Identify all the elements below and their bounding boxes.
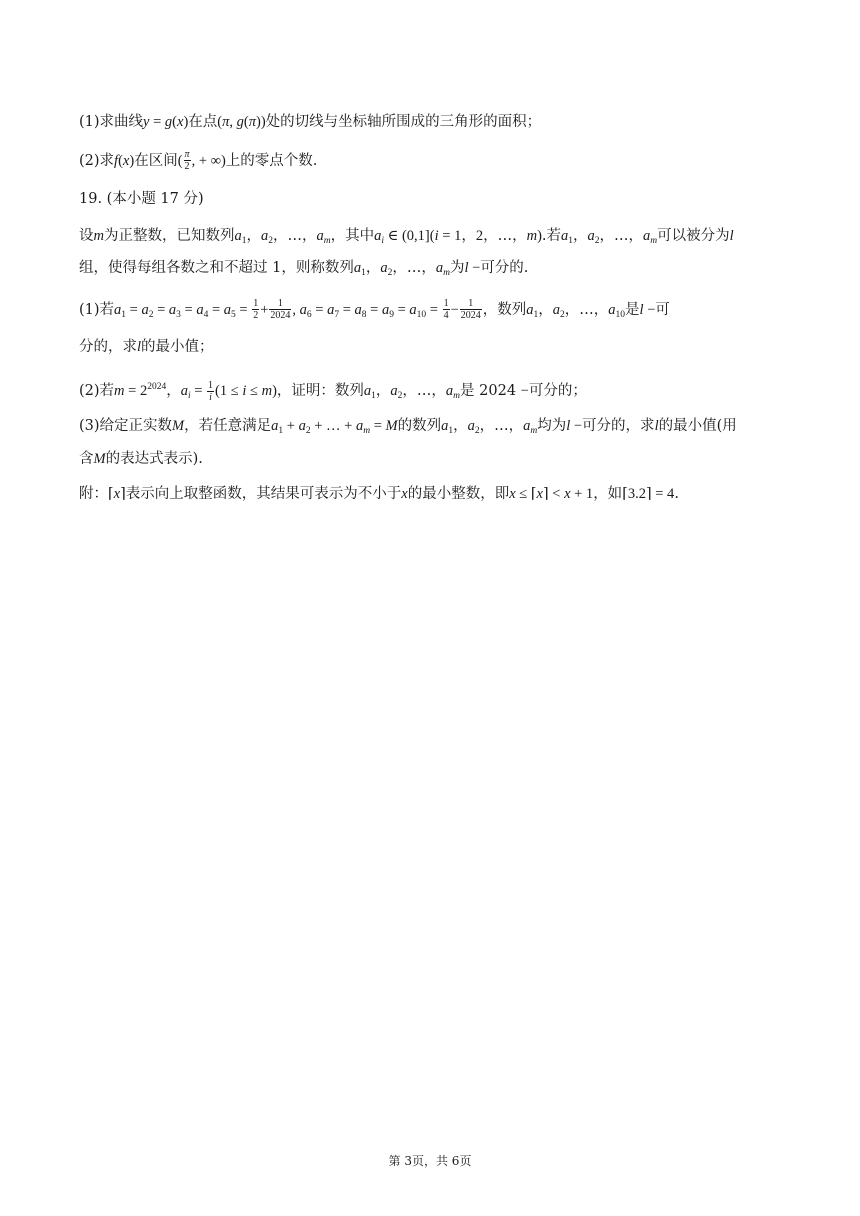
q18-part2: (2)求f(x)在区间( $\frac{\pi}{2}$ , + ∞)上的零点个数. (79, 149, 318, 172)
q19-part3-line2: 含M的表达式表示). (79, 451, 203, 467)
page-footer: 第 3页，共 6页 (388, 1154, 472, 1168)
q19-part2: (2)若$m = 2^{2024}$，$a_i$ = $\frac{1}{i}$ (1 ≤ i ≤ m)，证明：数列$a_1$，$a_2$，…，$a_m$是 2024 −可分的； (79, 379, 587, 403)
q19-header (79, 189, 204, 209)
q19-part1-line2: 分的，求l的最小值； (79, 339, 214, 355)
q19-header-text: 19. (本小题 17 分) (79, 191, 204, 207)
q19-intro-line1: 设m为正整数，已知数列$a_1$，$a_2$，…，$a_m$，其中$a_i$ ∈ (0,1](i = 1，2，…，m).若$a_1$，$a_2$，…，$a_m$可以被分为l (79, 228, 734, 246)
ceiling-note: 附：⌈x⌉表示向上取整函数，其结果可表示为不小于x的最小整数，即x ≤ ⌈x⌉ < x + 1，如⌈3.2⌉ = 4. (79, 486, 679, 502)
q18-part1: (1)求曲线y = g(x)在点(π, g(π))处的切线与坐标轴所围成的三角形的面积； (79, 114, 542, 130)
q19-part1-line1: (1)若$a_1 = a_2 = a_3 = a_4 = a_5$ = $\frac{1}{2}$ + $\frac{1}{2024}$ , $a_6 = a_7 = a_8 = a_9 = a_{10}$ = $\frac{1}{4}$ − $\frac{1}{2024}$ ，数列$a_1$，$a_2$，…，$a_{10}$是l −可 (79, 298, 670, 321)
q19-intro-line2: 组，使得每组各数之和不超过 1，则称数列$a_1$，$a_2$，…，$a_m$为l −可分的. (79, 260, 529, 278)
q19-part3-line1: (3)给定正实数M，若任意满足$a_1 + a_2$ + … + $a_m = M$的数列$a_1$，$a_2$，…，$a_m$均为l −可分的，求l的最小值(用 (79, 418, 737, 436)
